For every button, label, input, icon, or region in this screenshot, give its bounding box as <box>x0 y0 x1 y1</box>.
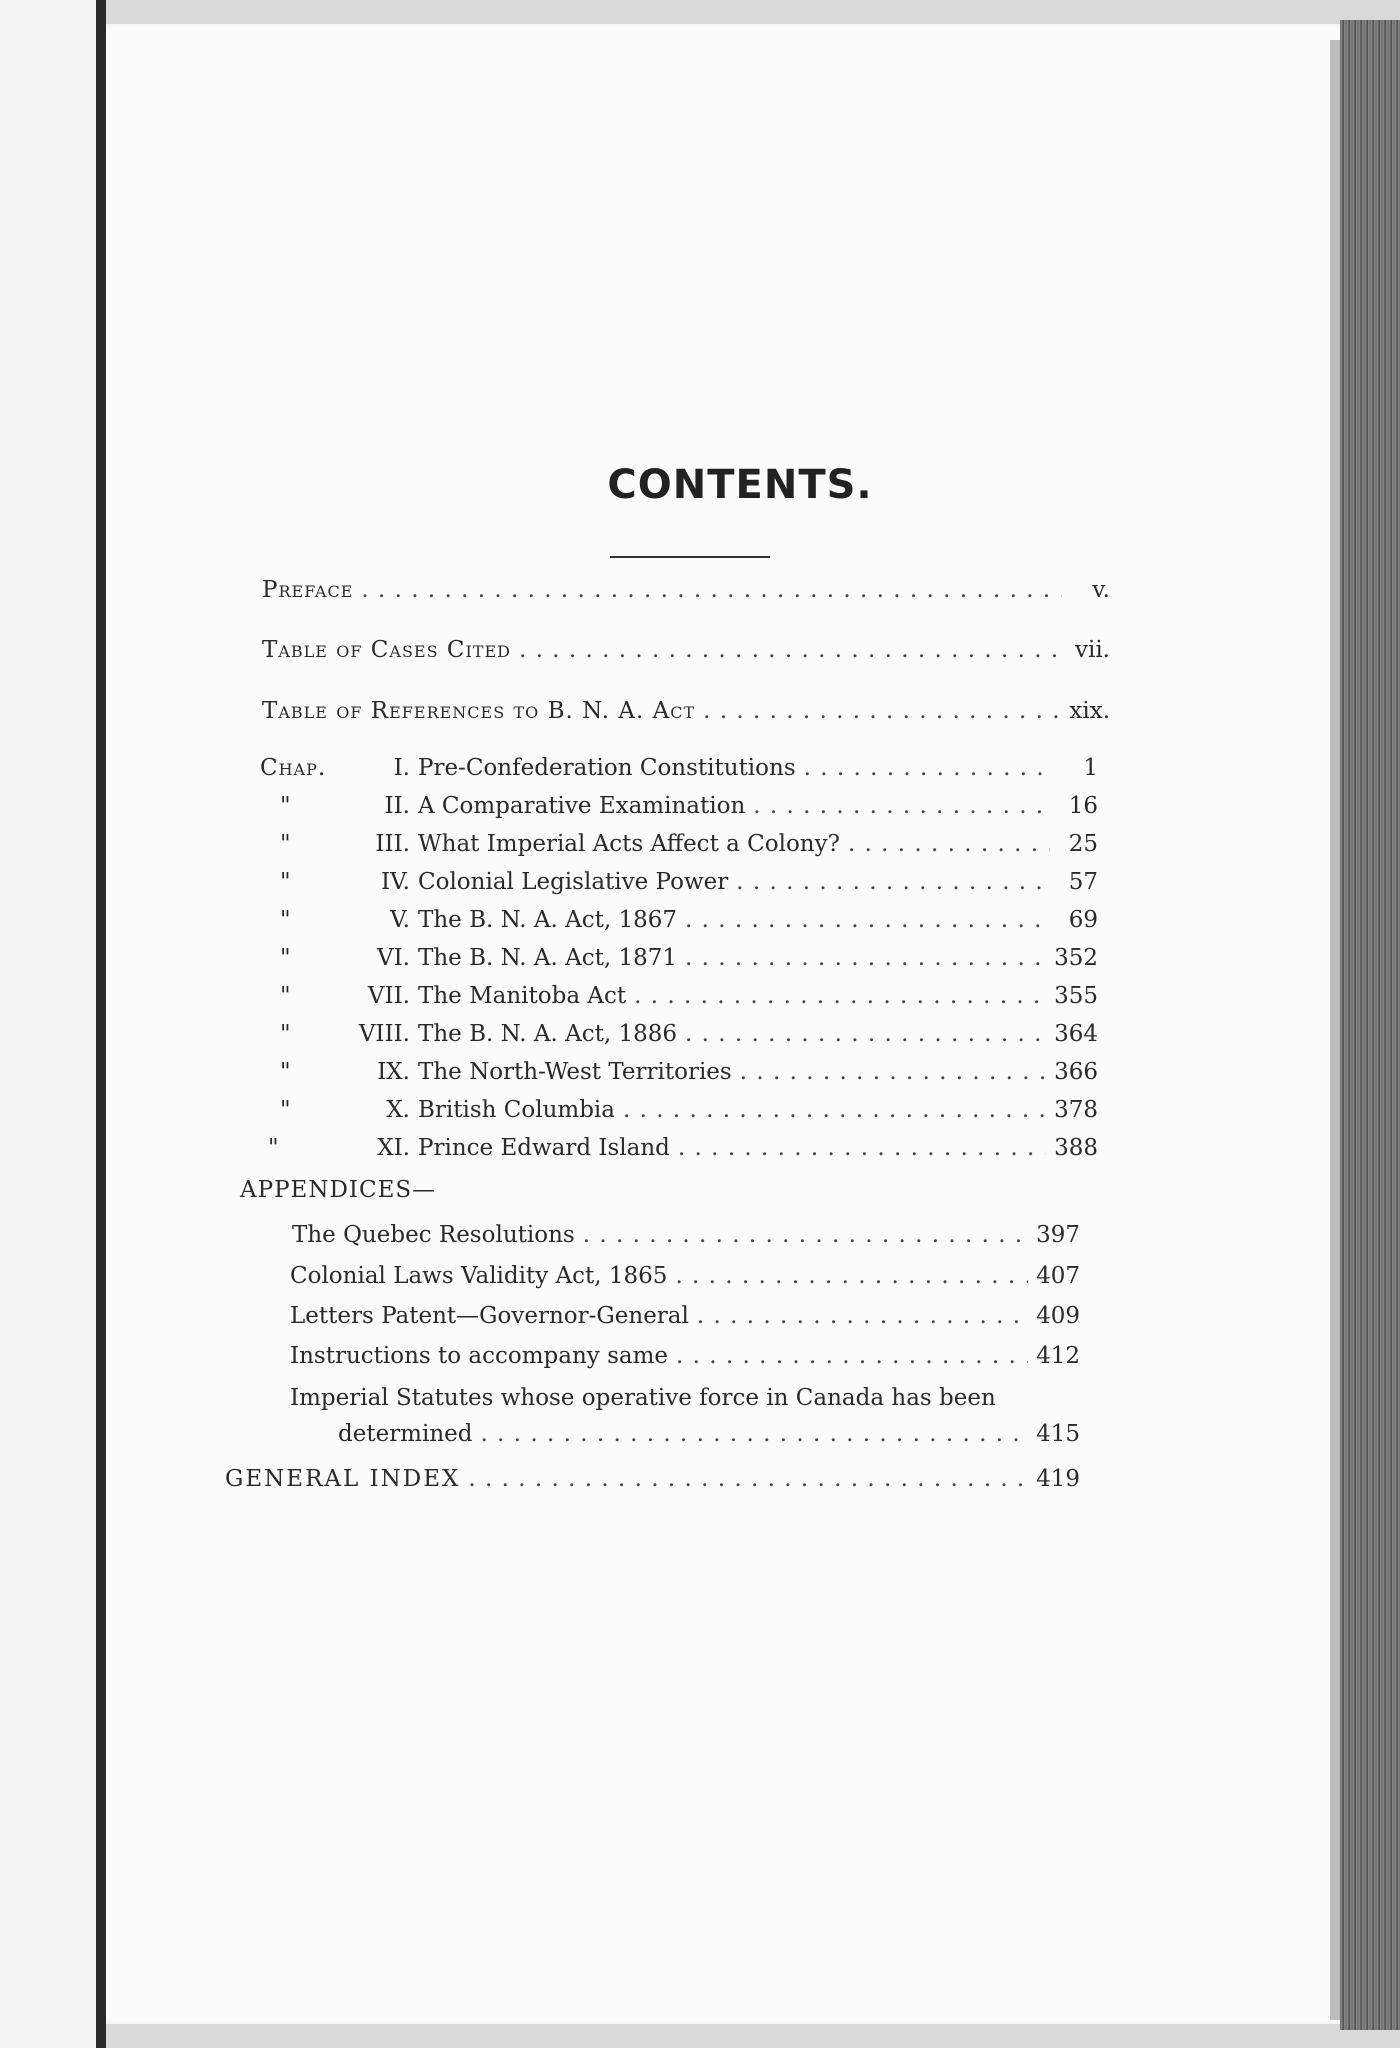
toc-entry-appendix-continuation <box>338 1421 1080 1447</box>
chapter-prefix: Chap. <box>260 755 327 781</box>
leader-dots <box>753 793 1050 819</box>
page-number: 1 <box>1083 755 1098 781</box>
leader-dots <box>804 755 1050 781</box>
leader-dots <box>623 1097 1046 1123</box>
chapter-title: Prince Edward Island <box>418 1135 670 1161</box>
ditto-mark: " <box>280 793 292 819</box>
ditto-mark: " <box>280 983 292 1009</box>
leader-dots <box>634 983 1046 1009</box>
page-number: 355 <box>1054 983 1098 1009</box>
leader-dots <box>675 1263 1028 1289</box>
chapter-numeral: I. <box>393 755 410 781</box>
chapter-numeral: II. <box>384 793 410 819</box>
page-number: 419 <box>1036 1466 1080 1492</box>
chapter-title: The Manitoba Act <box>418 983 627 1009</box>
page-number: v. <box>1092 577 1110 603</box>
toc-entry-chapter <box>280 907 1098 933</box>
page-number: 57 <box>1068 869 1098 895</box>
chapter-title: The B. N. A. Act, 1867 <box>418 907 677 933</box>
toc-entry-appendix <box>290 1343 1080 1369</box>
chapter-numeral: X. <box>386 1097 410 1123</box>
chapter-numeral: VII. <box>367 983 410 1009</box>
ditto-mark: " <box>280 945 292 971</box>
toc-entry-cases-cited <box>262 637 1110 663</box>
page-number: 388 <box>1054 1135 1098 1161</box>
leader-dots <box>697 1303 1028 1329</box>
page-number: 16 <box>1068 793 1098 819</box>
toc-entry-preface <box>262 577 1110 603</box>
chapter-numeral: XI. <box>377 1135 410 1161</box>
toc-entry-appendix <box>290 1303 1080 1329</box>
entry-label: GENERAL INDEX <box>225 1466 461 1492</box>
page-number: 412 <box>1036 1343 1080 1369</box>
chapter-numeral: IV. <box>381 869 410 895</box>
chapter-title: Pre-Confederation Constitutions <box>418 755 796 781</box>
leader-dots <box>583 1222 1028 1248</box>
leader-dots <box>361 577 1062 603</box>
toc-entry-chapter <box>280 1059 1098 1085</box>
toc-entry-chapter <box>268 1135 1098 1161</box>
leader-dots <box>481 1421 1029 1447</box>
toc-entry-appendix <box>290 1263 1080 1289</box>
toc-entry-chapter <box>280 1021 1098 1047</box>
leader-dots <box>685 907 1050 933</box>
leader-dots <box>703 698 1061 724</box>
ditto-mark: " <box>280 907 292 933</box>
appendix-title-continuation: determined <box>338 1421 473 1447</box>
toc-entry-chapter <box>280 869 1098 895</box>
leader-dots <box>678 1135 1046 1161</box>
chapter-numeral: VI. <box>376 945 410 971</box>
page-number: 397 <box>1036 1222 1080 1248</box>
page-number: 366 <box>1054 1059 1098 1085</box>
page-number: 378 <box>1054 1097 1098 1123</box>
appendix-title: Letters Patent—Governor-General <box>290 1303 689 1329</box>
facing-page-margin <box>0 0 96 2048</box>
leader-dots <box>685 1021 1046 1047</box>
page-title: CONTENTS. <box>607 462 873 508</box>
appendix-title: Imperial Statutes whose operative force in Canada has been <box>290 1385 996 1411</box>
leader-dots <box>519 637 1062 663</box>
page-number: xix. <box>1069 698 1110 724</box>
title-rule <box>610 556 770 558</box>
leader-dots <box>736 869 1050 895</box>
ditto-mark: " <box>280 1021 292 1047</box>
page-number: 352 <box>1054 945 1098 971</box>
entry-label: Table of References to B. N. A. Act <box>262 698 696 724</box>
chapter-title: What Imperial Acts Affect a Colony? <box>418 831 840 857</box>
toc-entry-chapter <box>280 1097 1098 1123</box>
chapter-numeral: IX. <box>377 1059 410 1085</box>
toc-entry-chapter <box>280 831 1098 857</box>
toc-entry-chapter <box>260 755 1098 781</box>
ditto-mark: " <box>280 869 292 895</box>
page-number: 409 <box>1036 1303 1080 1329</box>
book-page-edges <box>1340 20 1400 2030</box>
chapter-numeral: III. <box>375 831 410 857</box>
chapter-numeral: VIII. <box>358 1021 410 1047</box>
book-gutter-edge <box>96 0 106 2048</box>
appendix-title: The Quebec Resolutions <box>292 1222 575 1248</box>
chapter-numeral: V. <box>390 907 410 933</box>
page-number: 364 <box>1054 1021 1098 1047</box>
chapter-title: A Comparative Examination <box>418 793 746 819</box>
chapter-title: British Columbia <box>418 1097 615 1123</box>
ditto-mark: " <box>280 831 292 857</box>
chapter-title: The North-West Territories <box>418 1059 732 1085</box>
leader-dots <box>468 1466 1028 1492</box>
page-number: 69 <box>1068 907 1098 933</box>
chapter-title: The B. N. A. Act, 1871 <box>418 945 677 971</box>
appendices-heading: APPENDICES— <box>240 1177 437 1203</box>
appendix-title: Instructions to accompany same <box>290 1343 669 1369</box>
page-number: 415 <box>1036 1421 1080 1447</box>
page-number: 25 <box>1068 831 1098 857</box>
entry-label: Table of Cases Cited <box>262 637 511 663</box>
toc-entry-appendix <box>292 1222 1080 1248</box>
entry-label: Preface <box>262 577 354 603</box>
toc-entry-chapter <box>280 793 1098 819</box>
ditto-mark: " <box>280 1059 292 1085</box>
page-number: 407 <box>1036 1263 1080 1289</box>
toc-entry-chapter <box>280 945 1098 971</box>
appendix-title: Colonial Laws Validity Act, 1865 <box>290 1263 668 1289</box>
leader-dots <box>740 1059 1046 1085</box>
toc-entry-bna-references <box>262 698 1110 724</box>
ditto-mark: " <box>268 1135 280 1161</box>
chapter-title: The B. N. A. Act, 1886 <box>418 1021 677 1047</box>
leader-dots <box>685 945 1046 971</box>
chapter-title: Colonial Legislative Power <box>418 869 729 895</box>
toc-entry-chapter <box>280 983 1098 1009</box>
leader-dots <box>848 831 1050 857</box>
page-number: vii. <box>1074 637 1110 663</box>
ditto-mark: " <box>280 1097 292 1123</box>
leader-dots <box>676 1343 1028 1369</box>
toc-entry-general-index <box>225 1466 1080 1492</box>
